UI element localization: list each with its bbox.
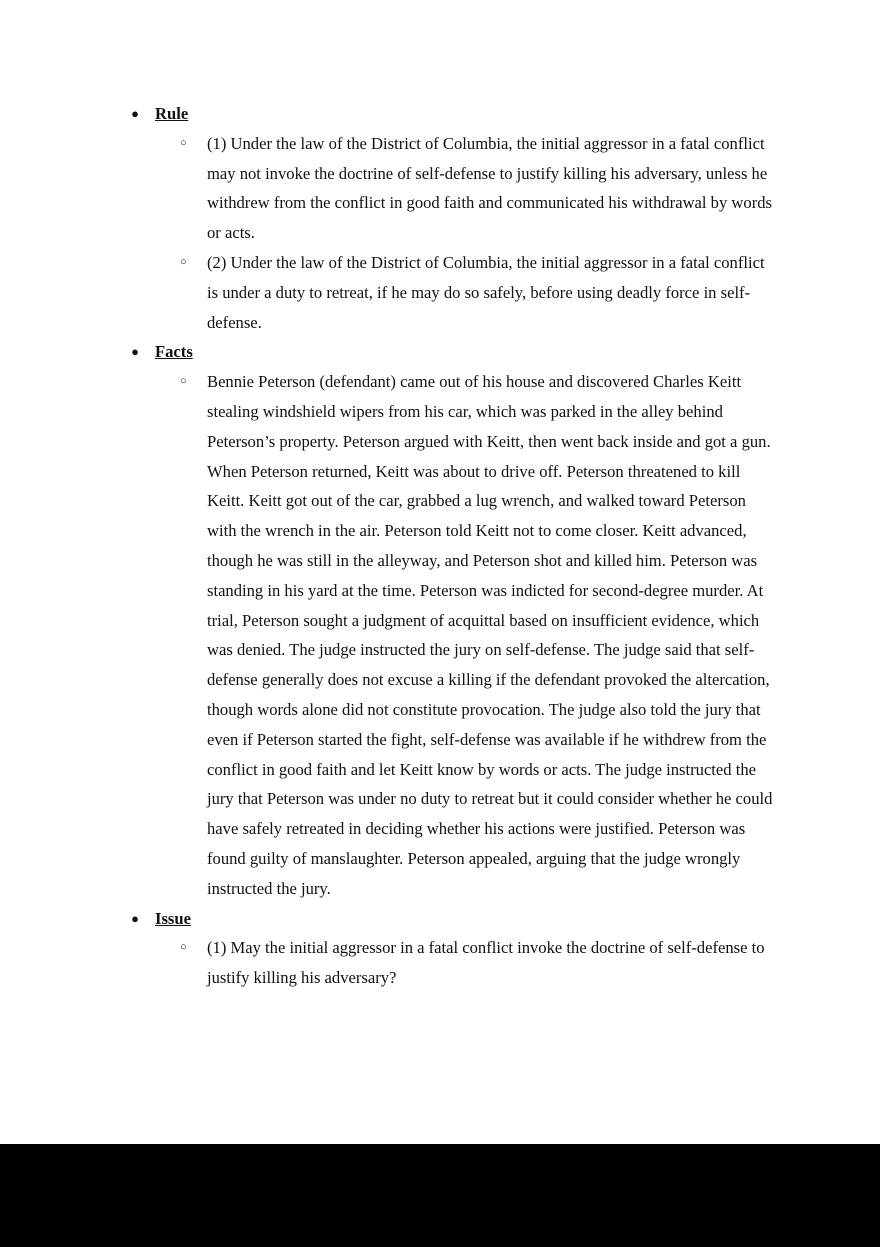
section-heading-row xyxy=(0,99,880,129)
bullet-icon: ● xyxy=(131,106,139,121)
circle-bullet-icon: ○ xyxy=(180,941,187,954)
list-item xyxy=(180,129,779,248)
circle-bullet-icon: ○ xyxy=(180,375,187,388)
section-rule xyxy=(0,99,880,337)
list-item xyxy=(180,367,779,903)
black-bar xyxy=(0,1144,880,1247)
circle-bullet-icon: ○ xyxy=(180,255,187,268)
section-facts xyxy=(0,337,880,903)
section-heading: Issue xyxy=(155,908,191,928)
list-item xyxy=(180,933,779,993)
section-heading: Facts xyxy=(155,342,193,362)
bullet-icon: ● xyxy=(131,910,139,926)
list-item-text: (1) Under the law of the District of Columbia, the initial aggressor in a fatal conflict may not invoke the doctrine of self-defense to justify killing his adversary, unless he withdrew from the conflict in good faith and communicated his withdrawal by words or acts. xyxy=(207,133,772,243)
section-heading: Rule xyxy=(155,104,189,123)
section-heading-row xyxy=(0,904,880,934)
bullet-icon: ● xyxy=(131,344,139,360)
circle-bullet-icon: ○ xyxy=(180,136,187,149)
list-item xyxy=(180,248,779,337)
section-issue xyxy=(0,904,880,993)
document-content xyxy=(0,99,880,993)
list-item-text: (1) May the initial aggressor in a fatal conflict invoke the doctrine of self-defense to justify killing his adversary? xyxy=(207,938,765,988)
section-heading-row xyxy=(0,337,880,367)
list-item-text: (2) Under the law of the District of Columbia, the initial aggressor in a fatal conflict is under a duty to retreat, if he may do so safely, before using deadly force in self-defense. xyxy=(207,252,765,332)
list-item-text: Bennie Peterson (defendant) came out of his house and discovered Charles Keitt stealing windshield wipers from his car, which was parked in the alley behind Peterson’s property. Peterson argued with Keitt, then went back inside and got a gun. When Peterson returned, Keitt was about to drive off. Peterson threatened to kill Keitt. Keitt got out of the car, grabbed a lug wrench, and walked toward Peterson with the wrench in the air. Peterson told Keitt not to come closer. Keitt advanced, though he was still in the alleyway, and Peterson shot and killed him. Peterson was standing in his yard at the time. Peterson was indicted for second-degree murder. At trial, Peterson sought a judgment of acquittal based on insufficient evidence, which was denied. The judge instructed the jury on self-defense. The judge said that self-defense generally does not excuse a killing if the defendant provoked the altercation, though words alone did not constitute provocation. The judge also told the jury that even if Peterson started the fight, self-defense was available if he withdrew from the conflict in good faith and let Keitt know by words or acts. The judge instructed the jury that Peterson was under no duty to retreat but it could consider whether he could have safely retreated in deciding whether his actions were justified. Peterson was found guilty of manslaughter. Peterson appealed, arguing that the judge wrongly instructed the jury. xyxy=(207,372,773,898)
